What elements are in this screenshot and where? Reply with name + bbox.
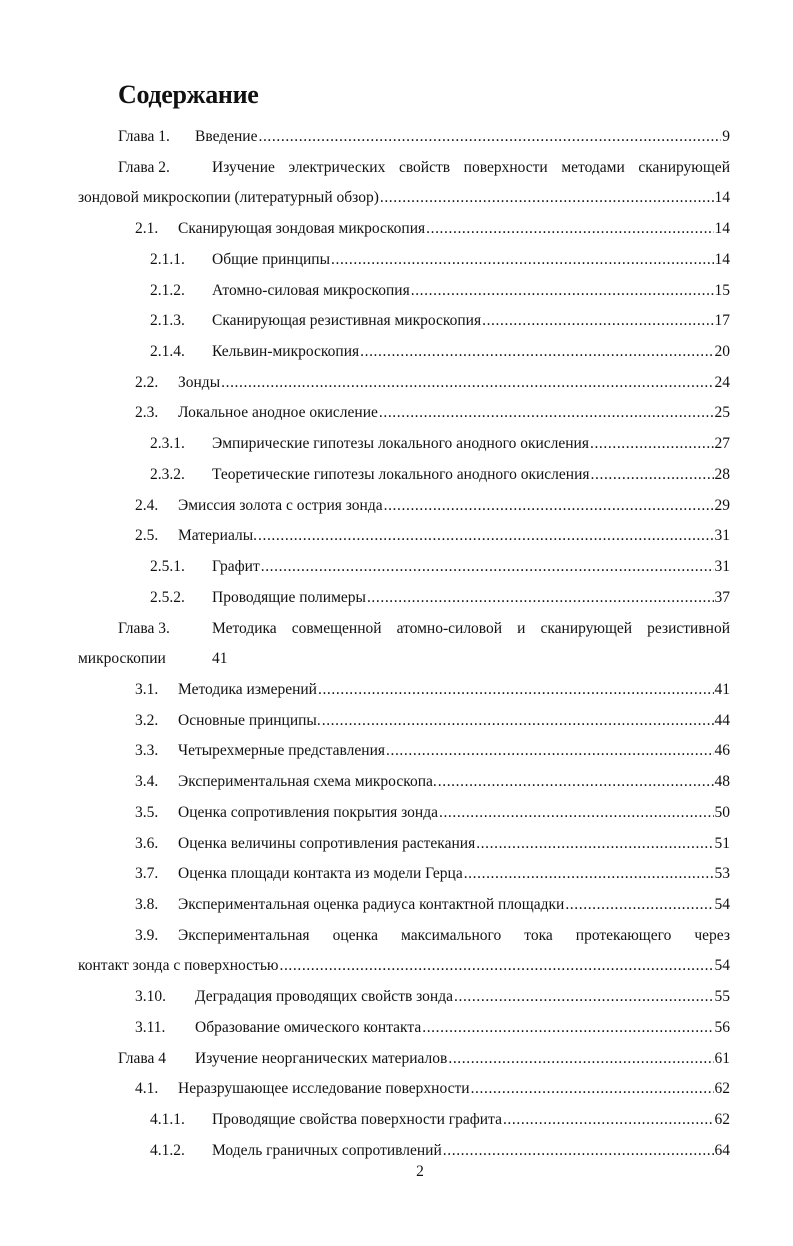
toc-entry-link[interactable] [178,803,730,823]
toc-entry-number: Глава 3. [118,619,170,637]
dot-leader [438,772,714,792]
toc-entry-number: Глава 4 [118,1049,167,1067]
dot-leader [503,1110,714,1130]
toc-entry-title-line1: Экспериментальная оценка максимального тока протекающего через [178,926,730,944]
toc-entry-page: 64 [714,1141,730,1159]
toc-entry-title: Неразрушающее исследование поверхности [178,1080,470,1098]
toc-entry-title: Экспериментальная оценка радиуса контактной площадки [178,896,565,913]
toc-entry-page: 15 [714,281,730,299]
toc-entry-link[interactable] [178,711,730,731]
toc-entry-page: 56 [714,1018,730,1036]
toc-entry-title-line2: контакт зонда с поверхностью [78,957,279,975]
toc-entry-number: 3.4. [135,773,159,791]
toc-entry-page: 41 [714,680,730,698]
toc-entry-number: 3.9. [135,926,159,944]
toc-entry-number: 3.7. [135,865,159,883]
toc-entry-link[interactable] [212,465,730,485]
toc-entry-title: Кельвин-микроскопия [212,343,360,361]
toc-entry-title: Сканирующая зондовая микроскопия [178,220,426,238]
toc-entry-number: Глава 2. [118,158,170,176]
toc-entry-title: Экспериментальная схема микроскопа. [178,773,437,791]
toc-entry-page: 27 [714,435,730,453]
dot-leader [258,526,714,546]
toc-entry-number: 2.3.1. [150,435,185,453]
dot-leader [384,496,714,516]
toc-entry-title: Модель граничных сопротивлений [212,1141,442,1159]
toc-entry-page: 55 [714,988,730,1006]
toc-entry-page: 44 [714,711,730,729]
toc-entry-page: 37 [714,588,730,606]
toc-entry-title-line1: Изучение электрических свойств поверхности методами сканирующей [212,158,730,176]
toc-heading: Содержание [118,80,259,109]
page-number: 2 [416,1163,424,1180]
dot-leader [221,373,713,393]
toc-entry-title-line2: микроскопии [78,650,166,668]
toc-entry-number: 2.1.2. [150,281,185,299]
toc-entry-page: 41 [212,650,228,668]
toc-entry-link[interactable] [178,895,730,915]
dot-leader [380,188,714,208]
toc-entry-link[interactable] [195,1049,730,1069]
toc-entry-title: Материалы. [178,527,257,545]
toc-entry-title: Теоретические гипотезы локального анодного окисления [212,465,590,483]
toc-entry-link[interactable] [178,772,730,792]
toc-entry-page: 20 [714,343,730,361]
dot-leader [448,1049,713,1069]
toc-entry-number: 2.3. [135,404,159,422]
toc-entry-link[interactable] [195,987,730,1007]
toc-entry-title: Локальное анодное окисление [178,404,378,422]
toc-entry-link[interactable] [178,1079,730,1099]
toc-entry-title: Изучение неорганических материалов [195,1049,448,1067]
dot-leader [454,987,714,1007]
dot-leader [443,1141,714,1161]
toc-entry-link[interactable] [178,864,730,884]
toc-entry-page: 61 [714,1049,730,1067]
toc-entry-number: 2.5. [135,527,159,545]
toc-entry-link[interactable] [212,588,730,608]
toc-entry-number: 2.2. [135,373,159,391]
toc-entry-link[interactable] [212,250,730,270]
toc-entry-title: Введение [195,128,258,145]
dot-leader [360,342,713,362]
toc-entry-page: 14 [714,250,730,268]
toc-entry-page: 51 [714,834,730,852]
toc-entry-link[interactable] [178,741,730,761]
dot-leader [590,434,714,454]
toc-entry-link[interactable] [178,373,730,393]
toc-entry-page: 48 [714,773,730,791]
toc-entry-page: 17 [714,312,730,330]
toc-entry-number: 4.1. [135,1080,159,1098]
toc-entry-page: 24 [714,373,730,391]
toc-entry-title: Проводящие полимеры [212,588,366,606]
toc-entry-page: 31 [714,558,730,576]
toc-entry-number: 3.2. [135,711,159,729]
toc-entry-page: 54 [714,957,730,975]
dot-leader [482,311,713,331]
dot-leader [279,956,713,976]
dot-leader [379,403,714,423]
toc-entry-link[interactable] [178,403,730,423]
dot-leader [411,281,714,301]
toc-entry-title: Оценка сопротивления покрытия зонда [178,803,438,821]
toc-entry-page: 9 [722,128,730,145]
dot-leader [439,803,714,823]
toc-entry-title: Зонды [178,373,221,391]
toc-entry-title: Эмиссия золота с острия зонда [178,496,383,514]
toc-entry-number: 2.1.3. [150,312,185,330]
toc-entry-number: 3.3. [135,742,159,760]
toc-entry-title: Деградация проводящих свойств зонда [195,988,453,1006]
toc-entry-title: Сканирующая резистивная микроскопия [212,312,482,330]
toc-entry-number: 3.6. [135,834,159,852]
toc-entry-title: Оценка величины сопротивления растекания [178,834,476,852]
dot-leader [591,465,714,485]
toc-entry-number: 3.11. [135,1018,166,1036]
toc-entry-title: Графит [212,558,260,576]
toc-entry-page: 14 [714,220,730,238]
toc-entry-page: 29 [714,496,730,514]
toc-entry-link[interactable] [178,496,730,516]
toc-entry-link[interactable] [78,956,730,976]
toc-entry-title: Образование омического контакта [195,1018,422,1036]
toc-entry-title-line1: Методика совмещенной атомно-силовой и сканирующей резистивной [212,619,730,637]
toc-entry-number: 2.1. [135,220,159,238]
toc-entry-page: 62 [714,1111,730,1129]
toc-entry-page: 62 [714,1080,730,1098]
toc-entry-link[interactable] [195,1018,730,1038]
dot-leader [258,127,721,147]
toc-entry-title-line2: зондовой микроскопии (литературный обзор) [78,189,379,207]
toc-entry-page: 14 [714,189,730,207]
toc-entry-link[interactable] [178,834,730,854]
toc-entry-link[interactable] [212,434,730,454]
toc-entry-title: Методика измерений [178,680,317,698]
toc-entry-link[interactable] [195,127,730,147]
toc-entry-title: Эмпирические гипотезы локального анодного окисления [212,435,589,453]
toc-entry-number: 2.1.4. [150,343,185,361]
toc-entry-title: Общие принципы [212,250,330,268]
dot-leader [261,557,714,577]
toc-entry-number: 2.5.1. [150,558,185,576]
dot-leader [386,741,714,761]
toc-entry-page: 25 [714,404,730,422]
toc-entry-page: 53 [714,865,730,883]
toc-entry-link[interactable] [78,188,730,208]
toc-entry-title: Проводящие свойства поверхности графита [212,1111,502,1129]
toc-entry-number: 4.1.1. [150,1111,185,1129]
toc-entry-number: Глава 1. [118,128,170,145]
toc-entry-link[interactable] [178,219,730,239]
toc-entry-page: 46 [714,742,730,760]
toc-entry-link[interactable] [212,1110,730,1130]
dot-leader [426,219,713,239]
toc-entry-number: 2.4. [135,496,159,514]
toc-entry-number: 2.3.2. [150,465,185,483]
toc-entry-number: 3.5. [135,803,159,821]
toc-entry-title: Четырехмерные представления [178,742,385,760]
toc-entry-link[interactable] [212,557,730,577]
dot-leader [318,680,714,700]
dot-leader [565,895,713,915]
dot-leader [367,588,714,608]
dot-leader [422,1018,713,1038]
toc-entry-link[interactable] [178,680,730,700]
toc-entry-number: 2.5.2. [150,588,185,606]
toc-entry-page: 54 [714,896,730,913]
toc-entry-title: Основные принципы. [178,711,321,729]
toc-entry-link[interactable] [212,281,730,301]
toc-entry-page: 31 [714,527,730,545]
dot-leader [464,864,714,884]
toc-entry-number: 3.10. [135,988,166,1006]
toc-entry-number: 3.1. [135,680,159,698]
dot-leader [322,711,714,731]
toc-entry-title: Атомно-силовая микроскопия [212,281,410,299]
toc-entry-number: 3.8. [135,896,159,913]
dot-leader [471,1079,714,1099]
toc-entry-link[interactable] [212,1141,730,1161]
dot-leader [476,834,713,854]
toc-entry-number: 4.1.2. [150,1141,185,1159]
toc-entry-link[interactable] [212,311,730,331]
toc-entry-page: 28 [714,465,730,483]
dot-leader [331,250,714,270]
toc-entry-number: 2.1.1. [150,250,185,268]
toc-entry-link[interactable] [178,526,730,546]
toc-entry-page: 50 [714,803,730,821]
toc-entry-title: Оценка площади контакта из модели Герца [178,865,463,883]
toc-entry-link[interactable] [212,342,730,362]
